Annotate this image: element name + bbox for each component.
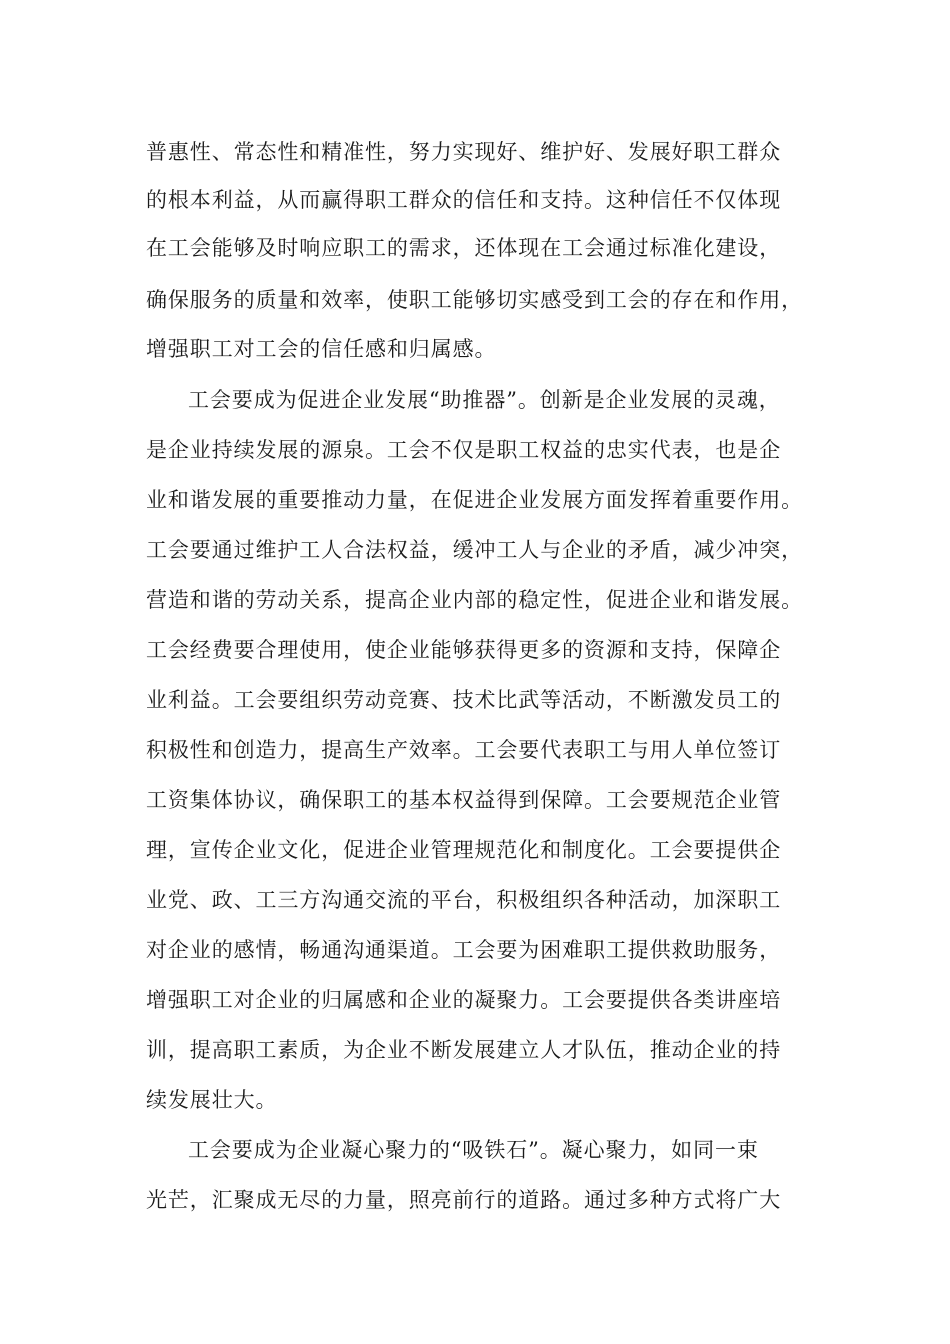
text-line: 续发展壮大。 — [146, 1088, 278, 1112]
text-line: 是企业持续发展的源泉。工会不仅是职工权益的忠实代表，也是企 — [146, 438, 782, 462]
text-line: 的根本利益，从而赢得职工群众的信任和支持。这种信任不仅体现 — [146, 188, 782, 212]
text-line: 业和谐发展的重要推动力量，在促进企业发展方面发挥着重要作用。 — [146, 488, 803, 512]
text-line: 业利益。工会要组织劳动竞赛、技术比武等活动，不断激发员工的 — [146, 688, 782, 712]
text-line: 普惠性、常态性和精准性，努力实现好、维护好、发展好职工群众 — [146, 140, 782, 164]
paragraph-first-line: 工会要成为企业凝心聚力的“吸铁石”。凝心聚力，如同一束 — [188, 1138, 759, 1162]
text-line: 工会经费要合理使用，使企业能够获得更多的资源和支持，保障企 — [146, 638, 782, 662]
text-line: 光芒，汇聚成无尽的力量，照亮前行的道路。通过多种方式将广大 — [146, 1188, 782, 1212]
text-line: 营造和谐的劳动关系，提高企业内部的稳定性，促进企业和谐发展。 — [146, 588, 803, 612]
text-line: 训，提高职工素质，为企业不断发展建立人才队伍，推动企业的持 — [146, 1038, 782, 1062]
text-line: 工资集体协议，确保职工的基本权益得到保障。工会要规范企业管 — [146, 788, 782, 812]
paragraph-first-line: 工会要成为促进企业发展“助推器”。创新是企业发展的灵魂， — [188, 388, 781, 412]
text-line: 在工会能够及时响应职工的需求，还体现在工会通过标准化建设， — [146, 236, 782, 260]
text-line: 增强职工对企业的归属感和企业的凝聚力。工会要提供各类讲座培 — [146, 988, 782, 1012]
text-line: 对企业的感情，畅通沟通渠道。工会要为困难职工提供救助服务， — [146, 938, 782, 962]
text-line: 业党、政、工三方沟通交流的平台，积极组织各种活动，加深职工 — [146, 888, 782, 912]
text-line: 积极性和创造力，提高生产效率。工会要代表职工与用人单位签订 — [146, 738, 782, 762]
text-line: 工会要通过维护工人合法权益，缓冲工人与企业的矛盾，减少冲突， — [146, 538, 803, 562]
text-line: 增强职工对工会的信任感和归属感。 — [146, 337, 497, 361]
text-line: 理，宣传企业文化，促进企业管理规范化和制度化。工会要提供企 — [146, 838, 782, 862]
text-line: 确保服务的质量和效率，使职工能够切实感受到工会的存在和作用， — [146, 288, 803, 312]
